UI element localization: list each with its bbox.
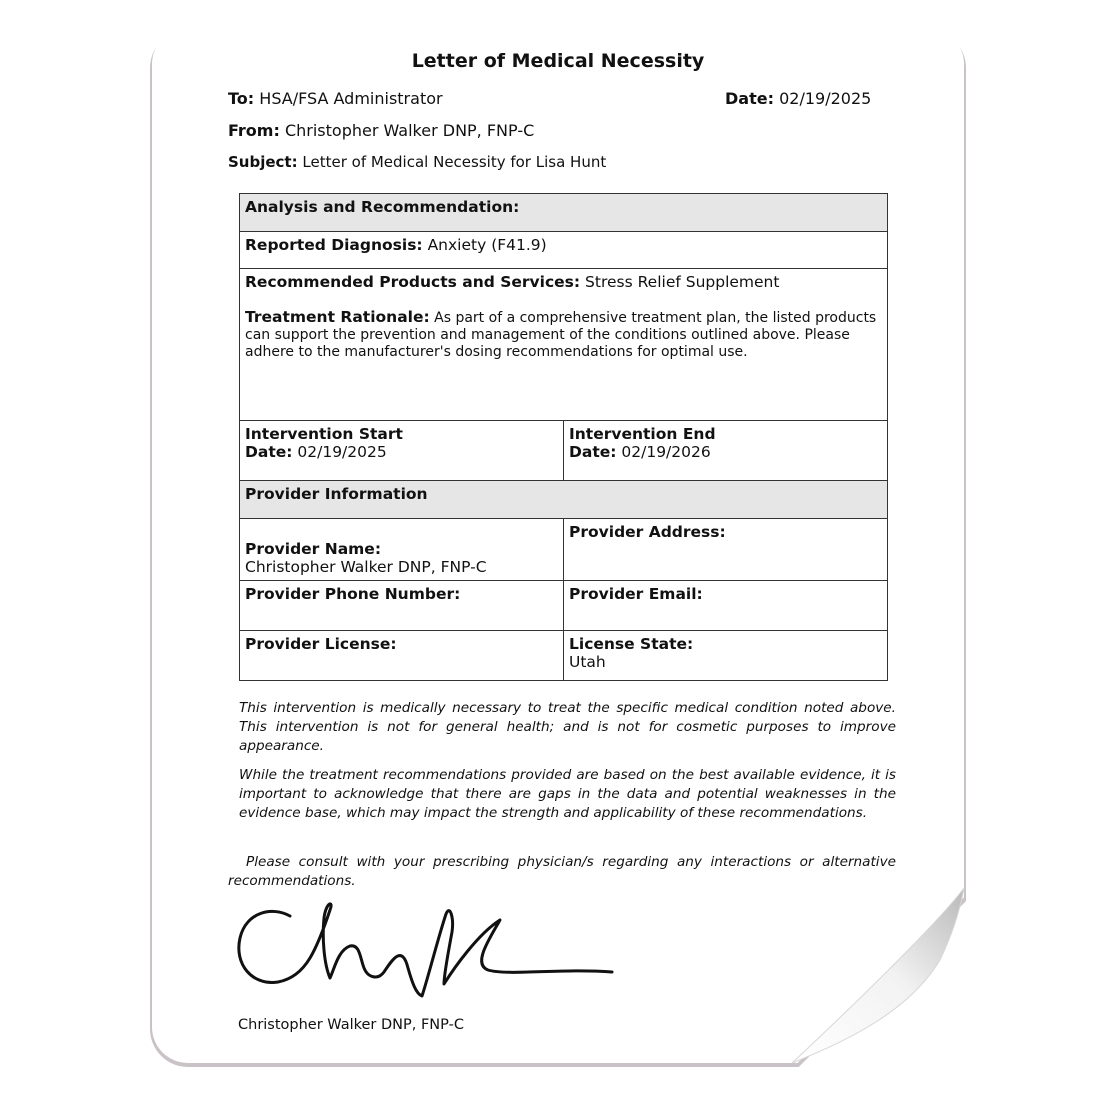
products-cell: Recommended Products and Services: Stress Relief Supplement Treatment Rationale: As part of a comprehensive treatment plan, the listed products can support the prevention and management of the conditions outlined above. Please adhere to the manufacturer's dosing recommendations for optimal use. (240, 269, 888, 421)
page-curl (790, 880, 970, 1070)
provider-email-cell: Provider Email: (564, 581, 888, 631)
intervention-end-cell: Intervention End Date: 02/19/2026 (564, 421, 888, 481)
date-line: Date: 02/19/2025 (725, 89, 872, 108)
disclaimer-consult: Please consult with your prescribing physician/s regarding any interactions or alternative recommendations. (228, 854, 896, 889)
intervention-start-cell: Intervention Start Date: 02/19/2025 (240, 421, 564, 481)
provider-address-cell: Provider Address: (564, 519, 888, 581)
to-line: To: HSA/FSA Administrator (228, 89, 443, 108)
disclaimer-evidence: While the treatment recommendations provided are based on the best available evidence, it is important to acknowledge that there are gaps in the data and potential weaknesses in the evidence base, which may impact the strength and applicability of these recommendations. (239, 767, 896, 821)
provider-header: Provider Information (240, 481, 888, 519)
recommendation-table (239, 193, 888, 681)
from-line: From: Christopher Walker DNP, FNP-C (228, 121, 535, 140)
provider-phone-cell: Provider Phone Number: (240, 581, 564, 631)
letter-title: Letter of Medical Necessity (411, 50, 705, 72)
signature-name: Christopher Walker DNP, FNP-C (238, 1017, 464, 1033)
license-state-cell: License State: Utah (564, 631, 888, 681)
diagnosis-cell: Reported Diagnosis: Anxiety (F41.9) (240, 232, 888, 269)
disclaimer-necessity: This intervention is medically necessary to treat the specific medical condition noted above. This intervention is not for general health; and is not for cosmetic purposes to improve appearance. (239, 700, 896, 754)
treatment-rationale: Treatment Rationale: As part of a comprehensive treatment plan, the listed products can support the prevention and management of the conditions outlined above. Please adhere to the manufacturer's dosing recommendations for optimal use. (245, 308, 877, 360)
handwritten-signature (232, 898, 622, 1003)
provider-license-cell: Provider License: (240, 631, 564, 681)
provider-name-cell: Provider Name: Christopher Walker DNP, FNP-C (240, 519, 564, 581)
analysis-header: Analysis and Recommendation: (240, 194, 888, 232)
subject-line: Subject: Letter of Medical Necessity for Lisa Hunt (228, 153, 607, 171)
